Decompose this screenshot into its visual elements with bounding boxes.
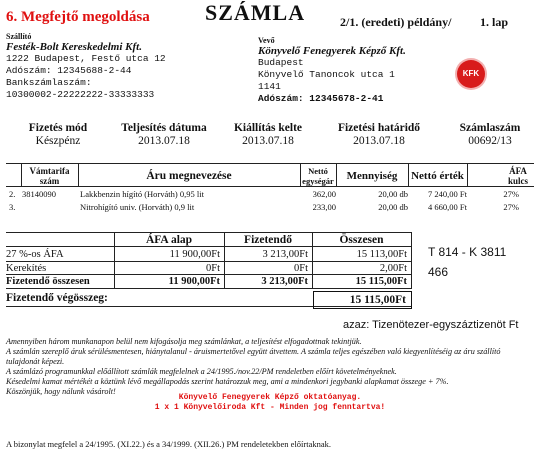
items-header-unit-price: Nettó egységár xyxy=(302,166,334,186)
buyer-heading: Vevő xyxy=(258,36,275,45)
items-header-line xyxy=(6,186,534,187)
buyer-tax: Adószám: 12345678-2-41 xyxy=(258,93,384,104)
item-vtsz: 38140090 xyxy=(22,189,56,199)
summary-due: 0Ft xyxy=(293,263,308,274)
amount-in-words: azaz: Tizenötezer-egyszáztizenöt Ft xyxy=(343,319,519,331)
legal-footer: A bizonylat megfelel a 24/1995. (XI.22.) és a 34/1999. (XII.26.) PM rendeletekben előírtaknak. xyxy=(6,439,332,449)
summary-label: Kerekítés xyxy=(6,263,47,274)
item-vat: 27% xyxy=(503,202,519,212)
accounting-note-account: 466 xyxy=(428,265,449,279)
invoice-title: SZÁMLA xyxy=(205,0,306,25)
item-no: 2. xyxy=(9,189,16,199)
item-desc: Lakkbenzin hígító (Horváth) 0,95 lit xyxy=(80,189,204,199)
grand-total-value: 15 115,00Ft xyxy=(313,291,412,309)
terms-note: A számlázó programunkkal előállított számlák megfelelnek a 24/1995./nov.22/PM rendeletben előírt követelményeknek. xyxy=(6,367,397,376)
summary-row-line xyxy=(6,288,412,289)
meta-value-payment: Készpénz xyxy=(35,135,81,147)
items-header-net: Nettó érték xyxy=(411,170,464,182)
summary-label: 27 %-os ÁFA xyxy=(6,249,64,260)
summary-header-base: ÁFA alap xyxy=(145,234,193,246)
accounting-note: T 814 - K 3811 xyxy=(428,245,507,259)
items-col-line xyxy=(467,163,468,187)
summary-base: 11 900,00Ft xyxy=(168,276,220,287)
summary-base: 0Ft xyxy=(205,263,220,274)
summary-label: Fizetendő összesen xyxy=(6,276,90,287)
summary-header-total: Összesen xyxy=(339,234,384,246)
item-vat: 27% xyxy=(503,189,519,199)
items-header-vtsz: Vámtarifa szám xyxy=(29,166,70,186)
stamp-line: Könyvelő Fenegyerek Képző oktatóanyag. xyxy=(178,393,362,402)
buyer-street: Könyvelő Tanoncok utca 1 xyxy=(258,69,395,80)
item-net: 4 660,00 Ft xyxy=(428,202,467,212)
copy-info: 2/1. (eredeti) példány/ xyxy=(340,15,452,29)
solution-annotation: 6. Megfejtő megoldása xyxy=(6,9,150,25)
items-header-vat: ÁFA kulcs xyxy=(507,166,528,186)
seller-bank-label: Bankszámlaszám: xyxy=(6,77,92,88)
table-row xyxy=(0,249,420,261)
items-header-desc: Áru megnevezése xyxy=(146,170,232,182)
table-row xyxy=(0,189,541,201)
table-row xyxy=(0,202,541,214)
page-info: 1. lap xyxy=(480,15,509,29)
terms-note: Amennyiben három munkanapon belül nem kifogásolja meg számlánkat, a teljesítést elfogadottnak tekintjük. xyxy=(6,337,362,346)
meta-header-fulfilment: Teljesítés dátuma xyxy=(121,122,207,134)
terms-note: Köszönjük, hogy nálunk vásárolt! xyxy=(6,387,116,396)
grand-total-label: Fizetendő végösszeg: xyxy=(6,292,108,304)
seller-address: 1222 Budapest, Festő utca 12 xyxy=(6,53,166,64)
terms-note: A számlán szereplő áruk sérülésmentesen, hiánytalanul - áruismertetővel együtt átvettem. A számla teljes egészében való kiegyenlítéséig az áru szállító tulajdonát képezi. xyxy=(6,347,501,366)
item-net: 7 240,00 Ft xyxy=(428,189,467,199)
terms-notes xyxy=(6,337,536,397)
seller-bank: 10300002-22222222-33333333 xyxy=(6,89,155,100)
buyer-city: Budapest xyxy=(258,57,304,68)
seller-heading: Szállító xyxy=(6,32,32,41)
buyer-name: Könyvelő Fenegyerek Képző Kft. xyxy=(258,45,406,57)
item-no: 3. xyxy=(9,202,16,212)
item-qty: 20,00 db xyxy=(378,202,408,212)
summary-base: 11 900,00Ft xyxy=(169,249,220,260)
copyright-stamp xyxy=(90,393,450,413)
seller-block xyxy=(6,32,236,101)
item-unit-price: 362,00 xyxy=(312,189,336,199)
summary-row-line xyxy=(6,261,412,262)
summary-header-due: Fizetendő xyxy=(244,234,292,246)
item-qty: 20,00 db xyxy=(378,189,408,199)
buyer-block xyxy=(258,36,468,105)
summary-header-line xyxy=(6,246,412,247)
terms-note: Késedelmi kamat mértékét a köztünk lévő megállapodás szerint határozzuk meg, ami a mindenkori jegybanki alapkamat összege + 7%. xyxy=(6,377,449,386)
meta-header-number: Számlaszám xyxy=(459,122,521,134)
meta-header-payment: Fizetés mód xyxy=(28,122,88,134)
items-header-qty: Mennyiség xyxy=(346,170,398,182)
meta-value-number: 00692/13 xyxy=(468,135,512,147)
seller-name: Festék-Bolt Kereskedelmi Kft. xyxy=(6,41,142,53)
meta-value-due: 2013.07.18 xyxy=(353,135,405,147)
items-top-line xyxy=(6,163,534,164)
summary-total: 2,00Ft xyxy=(379,263,407,274)
meta-header-due: Fizetési határidő xyxy=(337,122,421,134)
buyer-zip: 1141 xyxy=(258,81,281,92)
summary-total: 15 113,00Ft xyxy=(356,249,407,260)
buyer-logo-icon: KFK xyxy=(457,60,485,88)
item-unit-price: 233,00 xyxy=(312,202,336,212)
table-row xyxy=(0,263,420,275)
summary-due: 3 213,00Ft xyxy=(261,276,308,287)
meta-value-issue: 2013.07.18 xyxy=(242,135,294,147)
stamp-line: 1 x 1 Könyvelőiroda Kft - Minden jog fenntartva! xyxy=(154,403,386,412)
summary-due: 3 213,00Ft xyxy=(262,249,308,260)
summary-total: 15 115,00Ft xyxy=(355,276,407,287)
summary-top-line xyxy=(6,232,412,233)
item-desc: Nitrohígító univ. (Horváth) 0,9 lit xyxy=(80,202,195,212)
seller-tax: Adószám: 12345688-2-44 xyxy=(6,65,132,76)
meta-header-issue: Kiállítás kelte xyxy=(233,122,303,134)
table-row xyxy=(0,276,420,288)
meta-value-fulfilment: 2013.07.18 xyxy=(138,135,190,147)
